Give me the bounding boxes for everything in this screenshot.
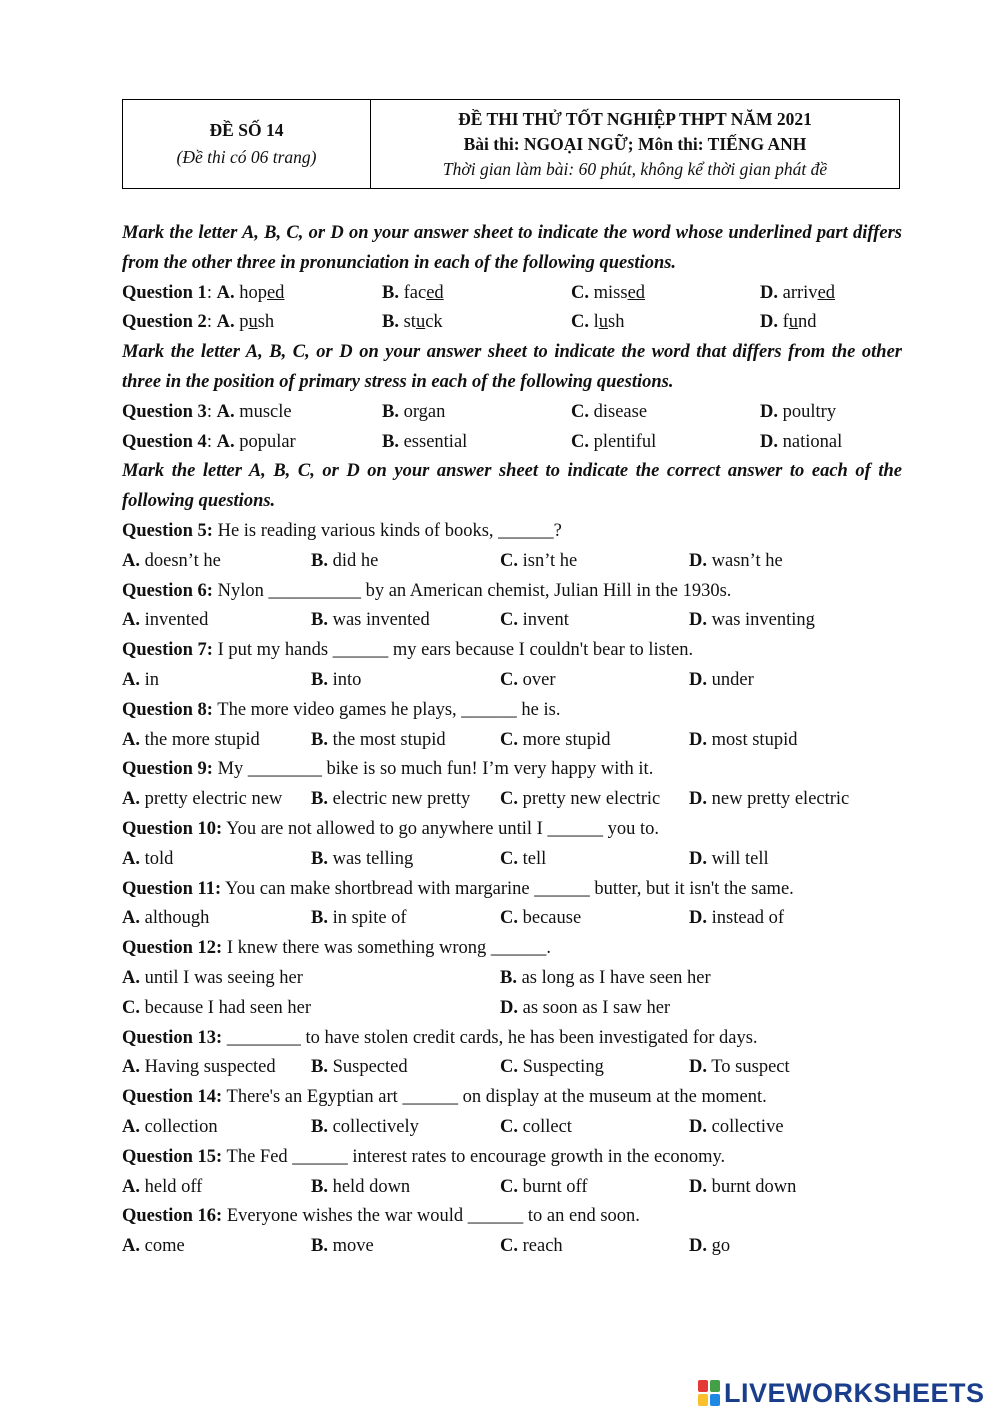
option-letter: A. — [122, 1116, 140, 1137]
options-row — [122, 1232, 902, 1262]
answer-option[interactable] — [500, 666, 556, 696]
exam-title: ĐỀ THI THỬ TỐT NGHIỆP THPT NĂM 2021 — [458, 108, 812, 129]
option-text: invent — [522, 610, 569, 631]
answer-option[interactable] — [689, 1232, 730, 1262]
question-label: Question 6: — [122, 580, 213, 601]
question-text: ________ to have stolen credit cards, he has been investigated for days. — [226, 1027, 758, 1048]
options-row — [122, 1113, 902, 1143]
option-letter: A. — [122, 550, 140, 571]
option-text: was telling — [332, 848, 414, 869]
option-letter: A. — [122, 789, 140, 810]
answer-option[interactable] — [122, 666, 159, 696]
option-text: as soon as I saw her — [522, 997, 671, 1018]
option-letter: C. — [122, 997, 140, 1018]
option-text: into — [332, 669, 362, 690]
option-text: collectively — [332, 1116, 419, 1137]
answer-option[interactable] — [122, 1173, 202, 1203]
answer-option[interactable] — [217, 432, 296, 452]
option-letter: A. — [122, 967, 140, 988]
option-letter: D. — [689, 610, 707, 631]
question-text: I put my hands ______ my ears because I couldn't bear to listen. — [217, 640, 694, 661]
option-letter: A. — [216, 401, 235, 422]
option-letter: D. — [689, 1116, 707, 1137]
option-text: will tell — [711, 848, 769, 869]
option-text: under — [711, 669, 754, 690]
option-letter: D. — [689, 1176, 707, 1197]
option-text: disease — [593, 401, 648, 422]
answer-option[interactable] — [122, 785, 282, 815]
question-label: Question 12: — [122, 938, 223, 959]
answer-option[interactable] — [500, 1232, 563, 1262]
option-letter: B. — [311, 610, 328, 631]
option-text: invented — [144, 610, 209, 631]
page-count: (Đề thi có 06 trang) — [176, 147, 317, 167]
answer-option[interactable] — [311, 904, 407, 934]
option-text: isn’t he — [522, 550, 578, 571]
option-letter: A. — [216, 312, 235, 333]
option-letter: D. — [689, 789, 707, 810]
option-text: the more stupid — [144, 729, 260, 750]
options-row — [122, 726, 902, 756]
answer-option[interactable] — [689, 1053, 790, 1083]
question-stem — [122, 517, 902, 547]
options-row — [122, 994, 902, 1024]
options-row — [122, 666, 902, 696]
answer-option[interactable] — [122, 606, 208, 636]
answer-option[interactable] — [500, 547, 577, 577]
question-label: Question 13: — [122, 1027, 223, 1048]
option-text-pre: f — [782, 312, 789, 333]
option-letter: B. — [311, 550, 328, 571]
answer-option[interactable] — [122, 904, 209, 934]
answer-option[interactable] — [311, 1113, 419, 1143]
option-text: national — [782, 431, 843, 452]
option-letter: D. — [689, 1057, 707, 1078]
option-letter: C. — [500, 669, 518, 690]
option-text: held off — [144, 1176, 203, 1197]
question-text: You can make shortbread with margarine ______ butter, but it isn't the same. — [225, 878, 794, 899]
option-underlined: ed — [266, 282, 285, 303]
option-text: in — [144, 669, 160, 690]
option-text-pre: p — [239, 312, 249, 333]
question-text: The Fed ______ interest rates to encourage growth in the economy. — [226, 1146, 726, 1167]
option-text: collection — [144, 1116, 218, 1137]
option-letter: A. — [122, 848, 140, 869]
option-letter: A. — [122, 729, 140, 750]
answer-option[interactable] — [760, 398, 836, 428]
question-row: Question 3: A. muscle B. organ C. disease D. poultry — [122, 398, 902, 428]
answer-option[interactable] — [760, 428, 842, 458]
liveworksheets-logo — [698, 1378, 985, 1408]
option-text: as long as I have seen her — [521, 967, 711, 988]
option-letter: C. — [571, 401, 589, 422]
question-label: Question 10: — [122, 818, 223, 839]
option-letter: D. — [689, 669, 707, 690]
option-text-post: sh — [608, 312, 625, 333]
answer-option[interactable] — [571, 428, 656, 458]
option-letter: B. — [311, 908, 328, 929]
option-letter: D. — [760, 431, 778, 452]
option-letter: B. — [311, 1176, 328, 1197]
answer-option[interactable] — [311, 1173, 410, 1203]
answer-option[interactable] — [122, 994, 311, 1024]
option-text: was inventing — [711, 610, 815, 631]
answer-option[interactable] — [689, 785, 849, 815]
question-label: Question 1 — [122, 282, 207, 303]
option-letter: D. — [760, 401, 778, 422]
option-letter: C. — [500, 729, 518, 750]
option-text: essential — [403, 431, 468, 452]
option-letter: B. — [500, 967, 517, 988]
option-letter: B. — [311, 848, 328, 869]
answer-option[interactable] — [217, 312, 275, 332]
instruction-correct: Mark the letter A, B, C, or D on your answer sheet to indicate the correct answer to each of the following questions. — [122, 461, 902, 512]
answer-option[interactable] — [122, 845, 173, 875]
question-content — [122, 219, 902, 1262]
options-row — [122, 1173, 902, 1203]
liveworksheets-logo-icon — [698, 1380, 720, 1406]
option-text-pre: miss — [593, 282, 628, 303]
option-letter: D. — [689, 908, 707, 929]
answer-option[interactable] — [311, 1232, 374, 1262]
question-stem — [122, 636, 902, 666]
question-label: Question 11: — [122, 878, 222, 899]
option-text: Suspected — [332, 1057, 408, 1078]
exam-time: Thời gian làm bài: 60 phút, không kể thời gian phát đề — [442, 158, 828, 179]
options-row — [122, 606, 902, 636]
exam-number: ĐỀ SỐ 14 — [209, 120, 284, 140]
option-text: muscle — [239, 401, 292, 422]
option-letter: A. — [216, 431, 235, 452]
option-text: plentiful — [593, 431, 657, 452]
answer-option[interactable] — [500, 964, 711, 994]
answer-option[interactable] — [217, 402, 292, 422]
option-text-pre: arriv — [782, 282, 818, 303]
question-row: Question 4: A. popular B. essential C. plentiful D. national — [122, 428, 902, 458]
option-text: did he — [332, 550, 379, 571]
option-text: tell — [522, 848, 547, 869]
question-label: Question 2 — [122, 312, 207, 333]
option-letter: C. — [500, 1116, 518, 1137]
option-underlined: ed — [817, 282, 836, 303]
answer-option[interactable] — [122, 1113, 218, 1143]
answer-option[interactable] — [500, 1173, 588, 1203]
exam-id-cell — [123, 100, 371, 188]
answer-option[interactable] — [500, 785, 660, 815]
answer-option[interactable] — [571, 398, 647, 428]
option-letter: C. — [571, 282, 589, 303]
option-text: wasn’t he — [711, 550, 783, 571]
answer-option[interactable] — [760, 308, 817, 338]
option-text: burnt off — [522, 1176, 588, 1197]
question-stem — [122, 755, 902, 785]
option-letter: D. — [500, 997, 518, 1018]
option-text: Suspecting — [522, 1057, 604, 1078]
question-stem — [122, 1143, 902, 1173]
question-label: Question 3 — [122, 401, 207, 422]
option-letter: B. — [311, 1057, 328, 1078]
option-text: pretty electric new — [144, 789, 283, 810]
question-label: Question 7: — [122, 640, 213, 661]
option-letter: B. — [382, 282, 399, 303]
question-text: My ________ bike is so much fun! I’m very happy with it. — [217, 759, 654, 780]
option-text-post: ck — [425, 312, 443, 333]
option-letter: A. — [122, 1057, 140, 1078]
option-text: reach — [522, 1236, 563, 1257]
option-text: was invented — [332, 610, 430, 631]
exam-title-cell — [371, 100, 899, 188]
question-text: He is reading various kinds of books, ______? — [217, 520, 562, 541]
answer-option[interactable] — [689, 726, 797, 756]
option-letter: C. — [500, 610, 518, 631]
option-text: because — [522, 908, 582, 929]
answer-option[interactable] — [382, 308, 443, 338]
answer-option[interactable] — [311, 1053, 408, 1083]
answer-option[interactable] — [689, 1113, 784, 1143]
option-letter: A. — [122, 1176, 140, 1197]
option-letter: C. — [500, 848, 518, 869]
option-letter: A. — [216, 282, 235, 303]
option-text: new pretty electric — [711, 789, 850, 810]
question-label: Question 16: — [122, 1206, 223, 1227]
answer-option[interactable] — [500, 1113, 572, 1143]
answer-option[interactable] — [500, 726, 611, 756]
option-text-pre: fac — [403, 282, 427, 303]
option-underlined: ed — [426, 282, 444, 303]
question-label: Question 8: — [122, 699, 213, 720]
answer-option[interactable] — [689, 547, 783, 577]
option-letter: A. — [122, 669, 140, 690]
option-letter: C. — [500, 1057, 518, 1078]
answer-option[interactable] — [689, 606, 815, 636]
option-letter: D. — [689, 550, 707, 571]
option-letter: D. — [689, 848, 707, 869]
answer-option[interactable] — [382, 398, 445, 428]
answer-option[interactable] — [122, 726, 260, 756]
option-text-post: sh — [257, 312, 275, 333]
option-text-pre: st — [403, 312, 416, 333]
option-text: held down — [332, 1176, 411, 1197]
answer-option[interactable] — [689, 666, 754, 696]
option-text: told — [144, 848, 174, 869]
answer-option[interactable] — [500, 606, 569, 636]
question-label: Question 15: — [122, 1146, 223, 1167]
question-stem — [122, 875, 902, 905]
instruction-pronunciation: Mark the letter A, B, C, or D on your answer sheet to indicate the word whose underlined part differs from the other three in pronunciation in each of the following questions. — [122, 223, 902, 273]
options-row — [122, 785, 902, 815]
option-text: electric new pretty — [332, 789, 471, 810]
question-stem — [122, 1024, 902, 1054]
answer-option[interactable] — [571, 279, 645, 309]
option-text: move — [332, 1236, 374, 1257]
answer-option[interactable] — [382, 279, 444, 309]
answer-option[interactable] — [500, 904, 581, 934]
option-letter: B. — [311, 1236, 328, 1257]
answer-option[interactable] — [217, 283, 285, 303]
option-letter: B. — [311, 729, 328, 750]
option-letter: A. — [122, 610, 140, 631]
answer-option[interactable] — [122, 964, 303, 994]
option-letter: D. — [760, 312, 778, 333]
options-row — [122, 1053, 902, 1083]
answer-option[interactable] — [500, 994, 670, 1024]
answer-option[interactable] — [311, 666, 361, 696]
answer-option[interactable] — [689, 904, 784, 934]
exam-header — [122, 99, 900, 189]
option-underlined: ed — [627, 282, 646, 303]
option-letter: B. — [311, 1116, 328, 1137]
question-stem — [122, 934, 902, 964]
question-stem — [122, 1202, 902, 1232]
instruction-stress: Mark the letter A, B, C, or D on your answer sheet to indicate the word that differs from the other three in the position of primary stress in each of the following questions. — [122, 342, 902, 392]
option-text: burnt down — [711, 1176, 797, 1197]
option-text: over — [522, 669, 556, 690]
question-label: Question 5: — [122, 520, 213, 541]
option-text-post: nd — [798, 312, 817, 333]
option-letter: A. — [122, 908, 140, 929]
logo-text: LIVEWORKSHEETS — [724, 1377, 985, 1408]
option-text: To suspect — [711, 1057, 790, 1078]
answer-option[interactable] — [122, 1232, 185, 1262]
answer-option[interactable] — [571, 308, 624, 338]
answer-option[interactable] — [122, 1053, 276, 1083]
question-row: Question 2: A. push B. stuck C. lush D. fund — [122, 308, 902, 338]
option-underlined: u — [788, 312, 799, 333]
answer-option[interactable] — [760, 279, 835, 309]
answer-option[interactable] — [382, 428, 467, 458]
option-underlined: u — [415, 312, 426, 333]
question-label: Question 14: — [122, 1087, 223, 1108]
options-row — [122, 547, 902, 577]
option-text: pretty new electric — [522, 789, 661, 810]
options-row — [122, 964, 902, 994]
option-underlined: u — [598, 312, 609, 333]
question-text: There's an Egyptian art ______ on display at the museum at the moment. — [226, 1087, 767, 1108]
option-text-pre: hop — [239, 282, 267, 303]
option-letter: C. — [500, 1236, 518, 1257]
option-text: come — [144, 1236, 185, 1257]
option-letter: D. — [689, 729, 707, 750]
question-text: You are not allowed to go anywhere until I ______ you to. — [226, 818, 659, 839]
question-row: Question 1: A. hoped B. faced C. missed D. arrived — [122, 279, 902, 309]
option-text: organ — [403, 401, 446, 422]
answer-option[interactable] — [311, 785, 470, 815]
option-letter: B. — [382, 312, 399, 333]
option-letter: A. — [122, 1236, 140, 1257]
option-letter: B. — [382, 431, 399, 452]
option-text: doesn’t he — [144, 550, 221, 571]
question-stem — [122, 577, 902, 607]
option-letter: C. — [500, 1176, 518, 1197]
option-text: popular — [239, 431, 296, 452]
option-text: go — [711, 1236, 731, 1257]
option-text: Having suspected — [144, 1057, 276, 1078]
options-row — [122, 845, 902, 875]
option-text: although — [144, 908, 210, 929]
option-text: the most stupid — [332, 729, 446, 750]
option-letter: D. — [760, 282, 778, 303]
answer-option[interactable] — [689, 1173, 796, 1203]
question-stem — [122, 1083, 902, 1113]
option-text: because I had seen her — [144, 997, 312, 1018]
answer-option[interactable] — [500, 1053, 604, 1083]
answer-option[interactable] — [500, 845, 546, 875]
question-label: Question 9: — [122, 759, 213, 780]
options-row — [122, 904, 902, 934]
question-stem — [122, 815, 902, 845]
option-letter: C. — [500, 908, 518, 929]
answer-option[interactable] — [311, 606, 430, 636]
option-text: until I was seeing her — [144, 967, 303, 988]
question-text: Nylon __________ by an American chemist, Julian Hill in the 1930s. — [217, 580, 732, 601]
option-letter: D. — [689, 1236, 707, 1257]
option-text: more stupid — [522, 729, 611, 750]
question-text: The more video games he plays, ______ he is. — [217, 699, 561, 720]
option-letter: B. — [382, 401, 399, 422]
option-letter: C. — [571, 312, 589, 333]
question-text: Everyone wishes the war would ______ to an end soon. — [226, 1206, 640, 1227]
answer-option[interactable] — [689, 845, 769, 875]
answer-option[interactable] — [311, 845, 413, 875]
option-text: most stupid — [711, 729, 798, 750]
option-text-pre: l — [593, 312, 599, 333]
answer-option[interactable] — [311, 726, 446, 756]
option-letter: C. — [571, 431, 589, 452]
option-text: collective — [711, 1116, 784, 1137]
answer-option[interactable] — [311, 547, 378, 577]
option-text: instead of — [711, 908, 785, 929]
option-underlined: u — [248, 312, 258, 333]
option-text: poultry — [782, 401, 837, 422]
option-letter: B. — [311, 789, 328, 810]
exam-subject: Bài thi: NGOẠI NGỮ; Môn thi: TIẾNG ANH — [463, 133, 807, 154]
option-letter: C. — [500, 550, 518, 571]
option-text: in spite of — [332, 908, 407, 929]
option-text: collect — [522, 1116, 572, 1137]
option-letter: B. — [311, 669, 328, 690]
question-text: I knew there was something wrong ______. — [226, 938, 552, 959]
answer-option[interactable] — [122, 547, 221, 577]
question-stem — [122, 696, 902, 726]
option-letter: C. — [500, 789, 518, 810]
question-label: Question 4 — [122, 431, 207, 452]
